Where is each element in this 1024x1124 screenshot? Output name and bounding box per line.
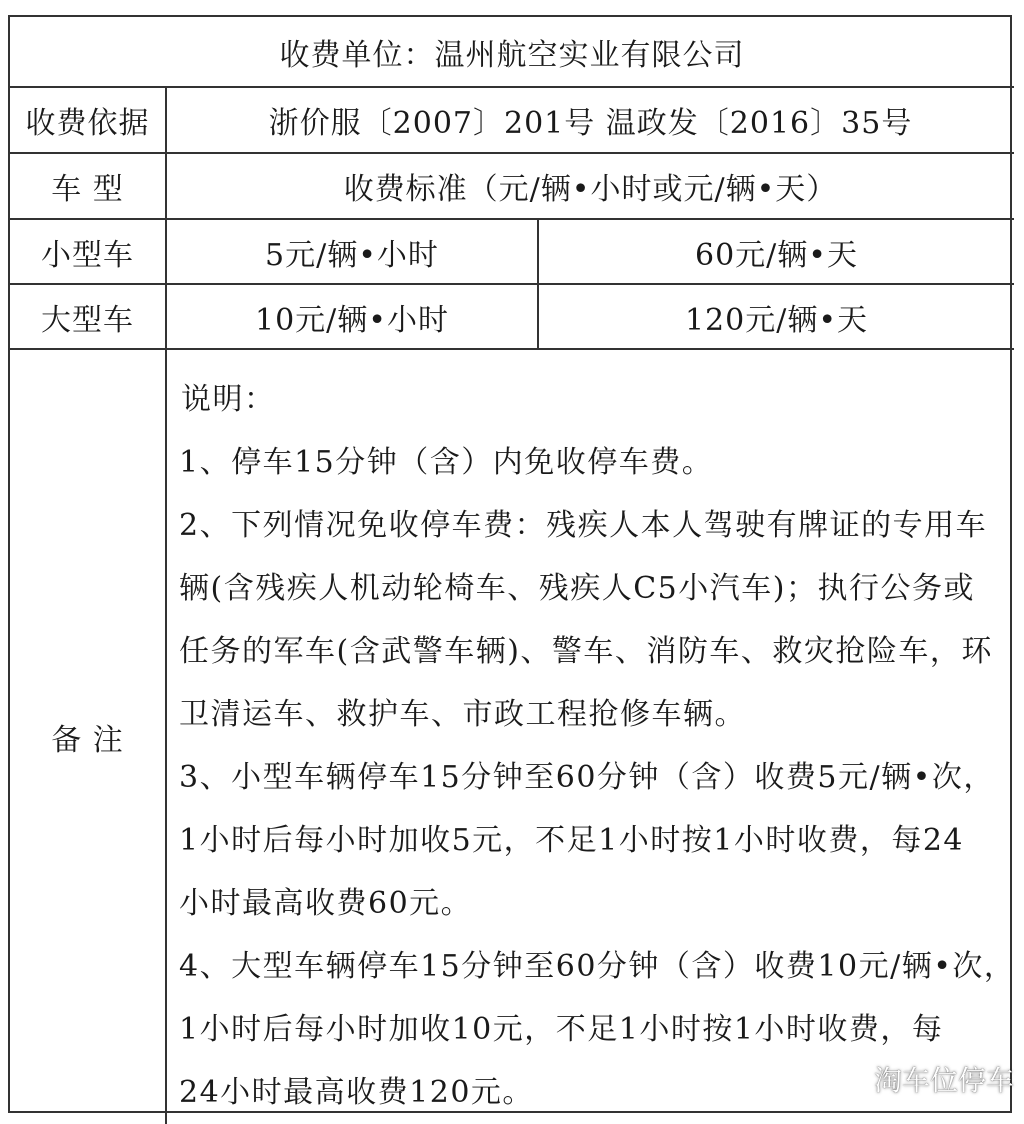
fee-table-sheet [8, 15, 1016, 1113]
notes-line: 4、大型车辆停车15分钟至60分钟（含）收费10元/辆•次， [179, 949, 1016, 984]
large-car-hourly: 10元/辆•小时 [166, 284, 538, 349]
table-row-unit [10, 17, 1014, 87]
table-row-notes [10, 349, 1014, 1124]
notes-label: 备 注 [10, 349, 166, 1124]
table-row-type [10, 153, 1014, 219]
notes-line: 卫清运车、救护车、市政工程抢修车辆。 [179, 697, 746, 732]
table-row-small-car [10, 219, 1014, 284]
small-car-daily: 60元/辆•天 [538, 219, 1014, 284]
small-car-hourly: 5元/辆•小时 [166, 219, 538, 284]
notes-line: 3、小型车辆停车15分钟至60分钟（含）收费5元/辆•次， [179, 760, 995, 795]
notes-line: 1、停车15分钟（含）内免收停车费。 [179, 445, 714, 480]
fee-standard-header: 收费标准（元/辆•小时或元/辆•天） [166, 153, 1014, 219]
parking-fee-table [10, 17, 1014, 1124]
notes-line: 辆(含残疾人机动轮椅车、残疾人C5小汽车)；执行公务或 [179, 571, 975, 606]
notes-line: 24小时最高收费120元。 [179, 1075, 534, 1110]
watermark [834, 1059, 1014, 1099]
table-row-basis [10, 87, 1014, 153]
vehicle-type-label: 车 型 [10, 153, 166, 219]
basis-value: 浙价服〔2007〕201号 温政发〔2016〕35号 [166, 87, 1014, 153]
notes-line: 1小时后每小时加收5元，不足1小时按1小时收费，每24 [179, 823, 965, 858]
watermark-text: 淘车位停车 [873, 1065, 1014, 1096]
small-car-label: 小型车 [10, 219, 166, 284]
large-car-daily: 120元/辆•天 [538, 284, 1014, 349]
basis-label: 收费依据 [10, 87, 166, 153]
notes-line: 1小时后每小时加收10元，不足1小时按1小时收费，每 [179, 1012, 944, 1047]
notes-line: 任务的军车(含武警车辆)、警车、消防车、救灾抢险车，环 [179, 634, 993, 669]
charging-unit: 收费单位：温州航空实业有限公司 [10, 17, 1014, 87]
notes-content [166, 349, 1014, 1124]
notes-line: 2、下列情况免收停车费：残疾人本人驾驶有牌证的专用车 [179, 508, 988, 543]
large-car-label: 大型车 [10, 284, 166, 349]
weibo-icon [834, 1064, 868, 1094]
notes-line-heading: 说明： [181, 382, 276, 417]
notes-line: 小时最高收费60元。 [179, 886, 473, 921]
table-row-large-car [10, 284, 1014, 349]
